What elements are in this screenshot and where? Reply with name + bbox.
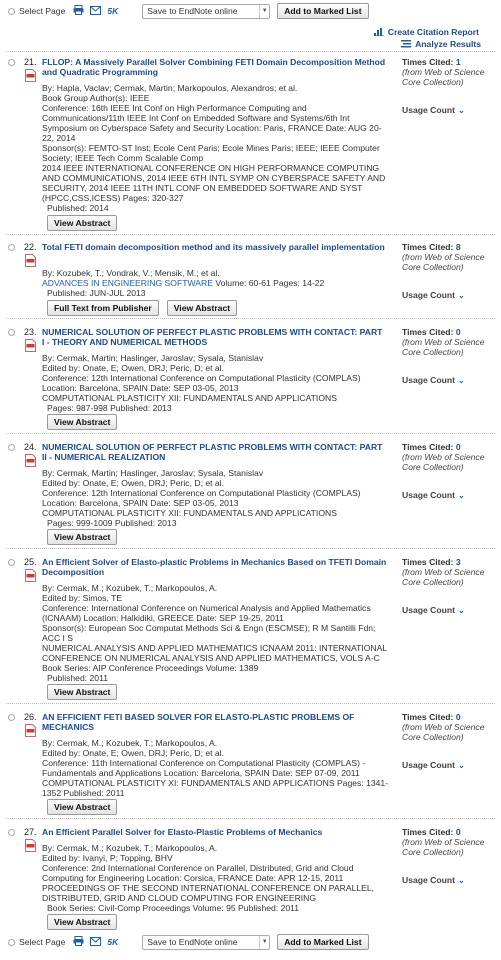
print-icon[interactable] [73,936,84,948]
record-published: Book Series: Civil-Comp Proceedings Volume: 95 Published: 2011 [47,903,300,913]
record-published: Pages: 987-998 Published: 2013 [47,403,172,413]
record-title-link[interactable]: NUMERICAL SOLUTION OF PERFECT PLASTIC PROBLEMS WITH CONTACT: PART I - THEORY AND NUMERICAL METHODS [42,327,383,347]
times-cited [402,242,492,272]
record-conference: Conference: 11th International Conference on Computational Plasticity (COMPLAS) - Fundamentals and Applications Location: Barcelona, SPAIN Date: SEP 07-09, 2011 [42,758,366,778]
save-option-value: Save to EndNote online [147,937,238,947]
times-cited-label: Times Cited: [402,827,456,837]
document-icon [25,254,36,269]
times-cited-count[interactable]: 3 [455,557,461,567]
document-icon [25,339,36,354]
chevron-down-icon: ⌄ [458,876,465,885]
record-source: COMPUTATIONAL PLASTICITY XII: FUNDAMENTALS AND APPLICATIONS [42,508,337,518]
top-toolbar [0,0,501,22]
times-cited [402,827,492,857]
usage-count-toggle[interactable] [402,105,465,116]
select-page-radio[interactable] [8,939,15,946]
five-k-icon[interactable]: 5K [107,6,119,16]
record-published: Pages: 999-1009 Published: 2013 [47,518,177,528]
record-conference: Conference: 2nd International Conference on Parallel, Distributed, Grid and Cloud Computing for Engineering Location: Corsica, FRANCE Date: APR 12-15, 2011 [42,863,354,883]
document-icon [25,569,36,584]
print-icon[interactable] [73,5,84,17]
record-source: PROCEEDINGS OF THE SECOND INTERNATIONAL CONFERENCE ON PARALLEL, DISTRIBUTED, GRID AND CLOUD COMPUTING FOR ENGINEERING [42,883,375,903]
record-source: 2014 IEEE INTERNATIONAL CONFERENCE ON HIGH PERFORMANCE COMPUTING AND COMMUNICATIONS, 2014 IEEE 6TH INTL SYMP ON CYBERSPACE SAFETY AND SECURITY, 2014 IEEE 11TH INTL CONF ON EMBEDDED SOFTWARE AND SYST (HPCC,CSS,ICESS) Pages: 320-327 [42,163,386,203]
view-abstract-button[interactable]: View Abstract [47,529,117,545]
divider [6,234,495,235]
times-cited-note: (from Web of Science Core Collection) [402,252,485,272]
record-title-link[interactable]: An Efficient Solver of Elasto-plastic Problems in Mechanics Based on TFETI Domain Decomposition [42,557,387,577]
record-sponsors: Sponsor(s): European Soc Computat Methods Sci & Engn (ESCMSE); R M Santilli Fdn; ACC I S [42,623,376,643]
times-cited-label: Times Cited: [402,57,456,67]
record-authors: By: Kozubek, T.; Vondrak, V.; Mensik, M.; et al. [42,268,220,278]
record-checkbox[interactable] [8,329,15,336]
usage-count-toggle[interactable] [402,605,465,616]
chevron-down-icon: ▼ [259,936,269,949]
record-checkbox[interactable] [8,829,15,836]
full-text-button[interactable]: Full Text from Publisher [47,300,159,316]
times-cited [402,57,492,87]
times-cited-note: (from Web of Science Core Collection) [402,452,485,472]
record-authors: By: Hapla, Vaclav; Cermak, Martin; Markopoulos, Alexandros; et al. [42,83,298,93]
record-details [42,268,390,298]
select-page-label[interactable]: Select Page [19,6,66,16]
usage-count-toggle[interactable] [402,875,465,886]
view-abstract-button[interactable]: View Abstract [47,799,117,815]
record-conference: Conference: 12th International Conference on Computational Plasticity (COMPLAS) Location: Barcelona, SPAIN Date: SEP 03-05, 2013 [42,373,361,393]
record-actions [47,215,125,231]
record-title-link[interactable]: NUMERICAL SOLUTION OF PERFECT PLASTIC PROBLEMS WITH CONTACT: PART II - NUMERICAL REALIZATION [42,442,383,462]
journal-link[interactable]: ADVANCES IN ENGINEERING SOFTWARE [42,278,213,288]
save-options-select[interactable] [142,4,270,19]
times-cited-note: (from Web of Science Core Collection) [402,337,485,357]
usage-count-label: Usage Count [402,760,455,770]
record-checkbox[interactable] [8,59,15,66]
times-cited-label: Times Cited: [402,557,456,567]
record-number: 27. [24,827,37,837]
record-volume-pages: Volume: 60-61 Pages: 14-22 [212,278,325,288]
times-cited-label: Times Cited: [402,442,456,452]
record-details [42,468,390,528]
record-details [42,353,390,413]
chevron-down-icon: ⌄ [458,106,465,115]
record-actions [47,914,125,930]
save-options-select[interactable] [142,935,270,950]
record-title-link[interactable]: Total FETI domain decomposition method and its massively parallel implementation [42,242,385,252]
document-icon [25,454,36,469]
view-abstract-button[interactable]: View Abstract [47,215,117,231]
record-authors: By: Cermak, M.; Kozubek, T.; Markopoulos, A. [42,843,218,853]
usage-count-label: Usage Count [402,605,455,615]
record-title-link[interactable]: AN EFFICIENT FETI BASED SOLVER FOR ELASTO-PLASTIC PROBLEMS OF MECHANICS [42,712,355,732]
select-page-radio[interactable] [8,8,15,15]
view-abstract-button[interactable]: View Abstract [47,914,117,930]
record-group-author: Book Group Author(s): IEEE [42,93,150,103]
chevron-down-icon: ⌄ [458,291,465,300]
record-actions [47,300,245,316]
record-title-link[interactable]: FLLOP: A Massively Parallel Solver Combining FETI Domain Decomposition Method and Quadratic Programming [42,57,386,77]
record-conference: Conference: 12th International Conference on Computational Plasticity (COMPLAS) Location: Barcelona, SPAIN Date: SEP 03-05, 2013 [42,488,361,508]
five-k-icon[interactable]: 5K [107,937,119,947]
chevron-down-icon: ▼ [259,5,269,18]
record-published: Published: 2014 [47,203,109,213]
times-cited [402,712,492,742]
times-cited [402,442,492,472]
record-checkbox[interactable] [8,714,15,721]
create-citation-report-link[interactable] [374,26,479,38]
divider [6,433,495,434]
usage-count-label: Usage Count [402,375,455,385]
record-number: 22. [24,242,37,252]
usage-count-label: Usage Count [402,875,455,885]
record-number: 26. [24,712,37,722]
view-abstract-button[interactable]: View Abstract [47,684,117,700]
add-to-marked-list-button[interactable]: Add to Marked List [277,3,368,19]
divider [6,548,495,549]
record-editors: Edited by: Ivanyi, P; Topping, BHV [42,853,173,863]
record-details [42,738,390,798]
analyze-results-link[interactable] [374,38,481,50]
times-cited [402,557,492,587]
list-icon [401,40,411,48]
times-cited-count[interactable]: 0 [455,827,461,837]
record-published: Published: JUN-JUL 2013 [47,288,146,298]
times-cited-count[interactable]: 0 [455,327,461,337]
record-source: NUMERICAL ANALYSIS AND APPLIED MATHEMATICS ICNAAM 2011: INTERNATIONAL CONFERENCE ON NUMERICAL ANALYSIS AND APPLIED MATHEMATICS, VOLS A-C Book Series: AIP Conference Proceedings Volume: 1389 [42,643,387,673]
divider [6,703,495,704]
chevron-down-icon: ⌄ [458,761,465,770]
times-cited-note: (from Web of Science Core Collection) [402,67,485,87]
usage-count-label: Usage Count [402,490,455,500]
analyze-results-label: Analyze Results [415,39,481,49]
view-abstract-button[interactable]: View Abstract [167,300,237,316]
divider [6,818,495,819]
record-published: Published: 2011 [47,673,108,683]
bottom-toolbar [0,931,501,953]
times-cited-label: Times Cited: [402,712,456,722]
divider [6,318,495,319]
times-cited-count[interactable]: 0 [455,712,461,722]
record-number: 23. [24,327,37,337]
record-checkbox[interactable] [8,244,15,251]
record-editors: Edited by: Onate, E; Owen, DRJ; Peric, D; et al. [42,363,224,373]
record-source: COMPUTATIONAL PLASTICITY XII: FUNDAMENTALS AND APPLICATIONS [42,393,337,403]
chevron-down-icon: ⌄ [458,491,465,500]
record-details [42,583,390,683]
record-authors: By: Cermak, M.; Kozubek, T.; Markopoulos, A. [42,583,218,593]
record-editors: Edited by: Onate, E; Owen, DRJ; Peric, D; et al. [42,478,224,488]
select-page-label[interactable]: Select Page [19,937,66,947]
record-editors: Edited by: Onate, E; Owen, DRJ; Peric, D; et al. [42,748,224,758]
email-icon[interactable] [90,937,101,948]
record-checkbox[interactable] [8,444,15,451]
record-number: 24. [24,442,37,452]
record-sponsors: Sponsor(s): FEMTO-ST Inst; Ecole Cent Paris; Ecole Mines Paris; IEEE; IEEE Computer Society; IEEE Tech Comm Scalable Comp [42,143,380,163]
record-details [42,83,390,213]
times-cited-count[interactable]: 1 [455,57,461,67]
document-icon [25,69,36,84]
times-cited-count[interactable]: 8 [455,242,461,252]
record-details [42,843,390,913]
record-authors: By: Cermak, Martin; Haslinger, Jaroslav; Sysala, Stanislav [42,353,264,363]
usage-count-toggle[interactable] [402,490,465,501]
times-cited-label: Times Cited: [402,242,456,252]
save-option-value: Save to EndNote online [147,6,238,16]
times-cited-note: (from Web of Science Core Collection) [402,722,485,742]
record-authors: By: Cermak, M.; Kozubek, T.; Markopoulos, A. [42,738,218,748]
record-actions [47,414,125,430]
record-conference: Conference: International Conference on Numerical Analysis and Applied Mathematics (ICNAAM) Location: Halkidiki, GREECE Date: SEP 19-25, 2011 [42,603,371,623]
usage-count-toggle[interactable] [402,290,465,301]
record-actions [47,684,125,700]
document-icon [25,839,36,854]
record-title-link[interactable]: An Efficient Parallel Solver for Elasto-Plastic Problems of Mechanics [42,827,323,837]
view-abstract-button[interactable]: View Abstract [47,414,117,430]
times-cited-note: (from Web of Science Core Collection) [402,567,485,587]
citation-report-label: Create Citation Report [387,27,479,37]
times-cited-label: Times Cited: [402,327,456,337]
record-checkbox[interactable] [8,559,15,566]
add-to-marked-list-button[interactable]: Add to Marked List [277,934,368,950]
times-cited-count[interactable]: 0 [455,442,461,452]
usage-count-toggle[interactable] [402,760,465,771]
usage-count-label: Usage Count [402,105,455,115]
usage-count-toggle[interactable] [402,375,465,386]
times-cited [402,327,492,357]
record-editors: Edited by: Simos, TE [42,593,123,603]
divider [6,51,495,52]
record-conference: Conference: 16th IEEE Int Conf on High Performance Computing and Communications/11th IEEE Int Conf on Embedded Software and Systems/6th Int Symposium on Cyberspace Safety and Security Location: Paris, FRANCE Date: AUG 20-22, 2014 [42,103,382,143]
record-actions [47,799,125,815]
usage-count-label: Usage Count [402,290,455,300]
times-cited-note: (from Web of Science Core Collection) [402,837,485,857]
record-source: COMPUTATIONAL PLASTICITY XI: FUNDAMENTALS AND APPLICATIONS Pages: 1341-1352 Published: 2011 [42,778,389,798]
record-number: 25. [24,557,37,567]
result-links [374,26,479,50]
record-authors: By: Cermak, Martin; Haslinger, Jaroslav; Sysala, Stanislav [42,468,264,478]
chevron-down-icon: ⌄ [458,606,465,615]
document-icon [25,724,36,739]
bar-chart-icon [374,28,384,36]
email-icon[interactable] [90,6,101,17]
record-actions [47,529,125,545]
chevron-down-icon: ⌄ [458,376,465,385]
record-number: 21. [24,57,37,67]
